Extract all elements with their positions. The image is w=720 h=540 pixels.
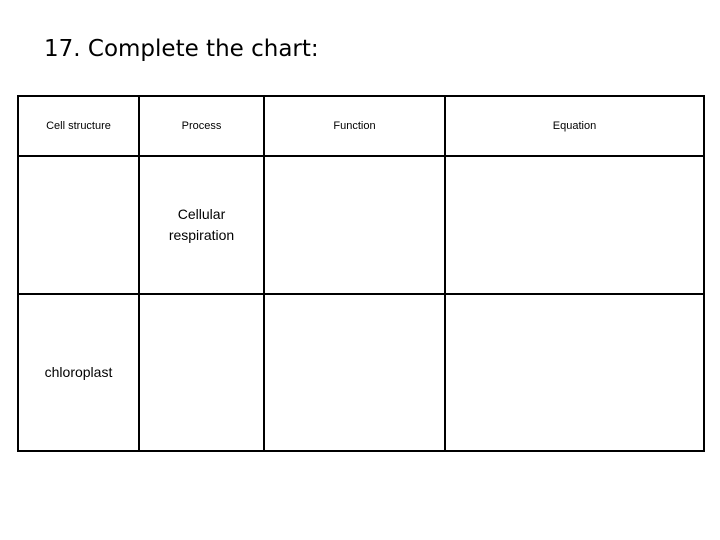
- table-header-row: [18, 96, 704, 156]
- row1-cell-structure[interactable]: [18, 156, 139, 294]
- row1-process[interactable]: Cellular respiration: [139, 156, 264, 294]
- row1-function[interactable]: [264, 156, 445, 294]
- header-cell-structure: Cell structure: [18, 96, 139, 156]
- header-function: Function: [264, 96, 445, 156]
- table-row: [18, 156, 704, 294]
- header-process: Process: [139, 96, 264, 156]
- chart-table: [17, 95, 705, 452]
- table-row: [18, 294, 704, 451]
- row2-cell-structure[interactable]: chloroplast: [18, 294, 139, 451]
- row2-equation[interactable]: [445, 294, 704, 451]
- row2-process[interactable]: [139, 294, 264, 451]
- header-equation: Equation: [445, 96, 704, 156]
- row1-equation[interactable]: [445, 156, 704, 294]
- page-title: 17. Complete the chart:: [44, 36, 319, 62]
- row2-function[interactable]: [264, 294, 445, 451]
